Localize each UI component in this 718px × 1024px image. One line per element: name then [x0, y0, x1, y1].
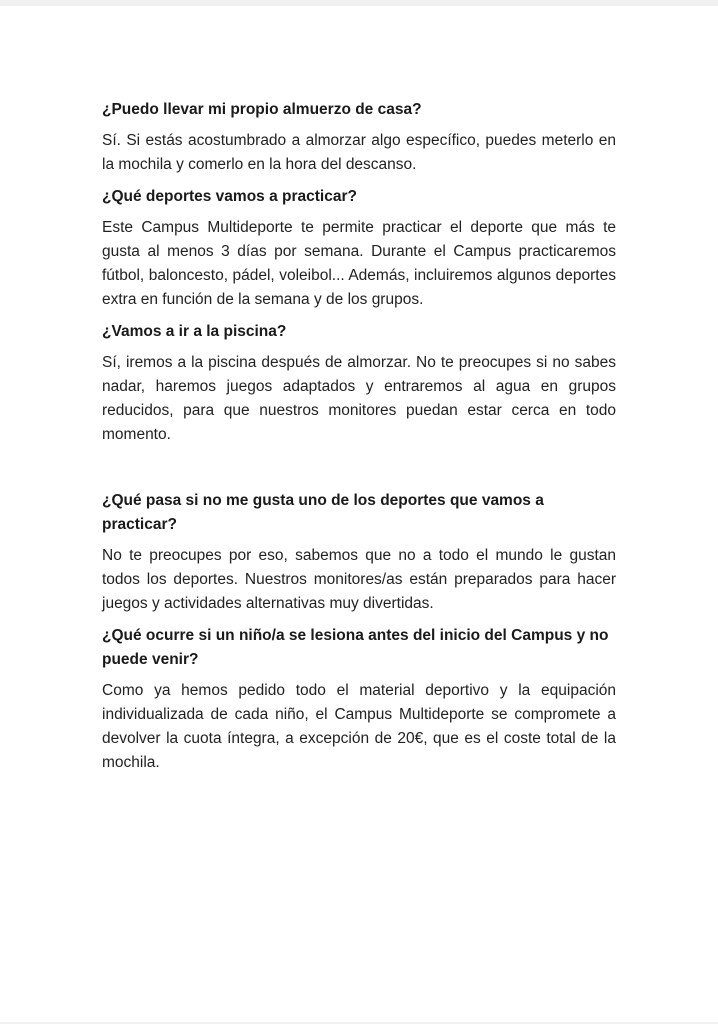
- faq-question: ¿Vamos a ir a la piscina?: [102, 323, 287, 340]
- faq-answer: Sí. Si estás acostumbrado a almorzar algo específico, puedes meterlo en la mochila y comerlo en la hora del descanso.: [102, 132, 616, 173]
- faq-answer: Sí, iremos a la piscina después de almorzar. No te preocupes si no sabes nadar, haremos juegos adaptados y entraremos al agua en grupos reducidos, para que nuestros monitores puedan estar cerca en todo momento.: [102, 354, 616, 443]
- faq-question: ¿Puedo llevar mi propio almuerzo de casa?: [102, 101, 422, 118]
- faq-answer: Como ya hemos pedido todo el material deportivo y la equipación individualizada de cada niño, el Campus Multideporte se compromete a devolver la cuota íntegra, a excepción de 20€, que es el coste total de la mochila.: [102, 682, 616, 771]
- section-spacer: [102, 455, 616, 489]
- faq-item-lunch: [102, 98, 616, 177]
- faq-question: ¿Qué pasa si no me gusta uno de los deportes que vamos a practicar?: [102, 492, 544, 533]
- faq-answer: Este Campus Multideporte te permite practicar el deporte que más te gusta al menos 3 días por semana. Durante el Campus practicaremos fútbol, baloncesto, pádel, voleibol... Además, incluiremos algunos deportes extra en función de la semana y de los grupos.: [102, 219, 616, 308]
- faq-item-sports: [102, 185, 616, 312]
- faq-item-pool: [102, 320, 616, 447]
- faq-item-dislike-sport: [102, 489, 616, 616]
- faq-question: ¿Qué ocurre si un niño/a se lesiona antes del inicio del Campus y no puede venir?: [102, 627, 609, 668]
- faq-question: ¿Qué deportes vamos a practicar?: [102, 188, 357, 205]
- faq-answer: No te preocupes por eso, sabemos que no a todo el mundo le gustan todos los deportes. Nuestros monitores/as están preparados para hacer juegos y actividades alternativas muy divertidas.: [102, 547, 616, 612]
- document-page: [0, 6, 718, 1022]
- faq-item-injury: [102, 624, 616, 775]
- faq-list: [102, 98, 616, 783]
